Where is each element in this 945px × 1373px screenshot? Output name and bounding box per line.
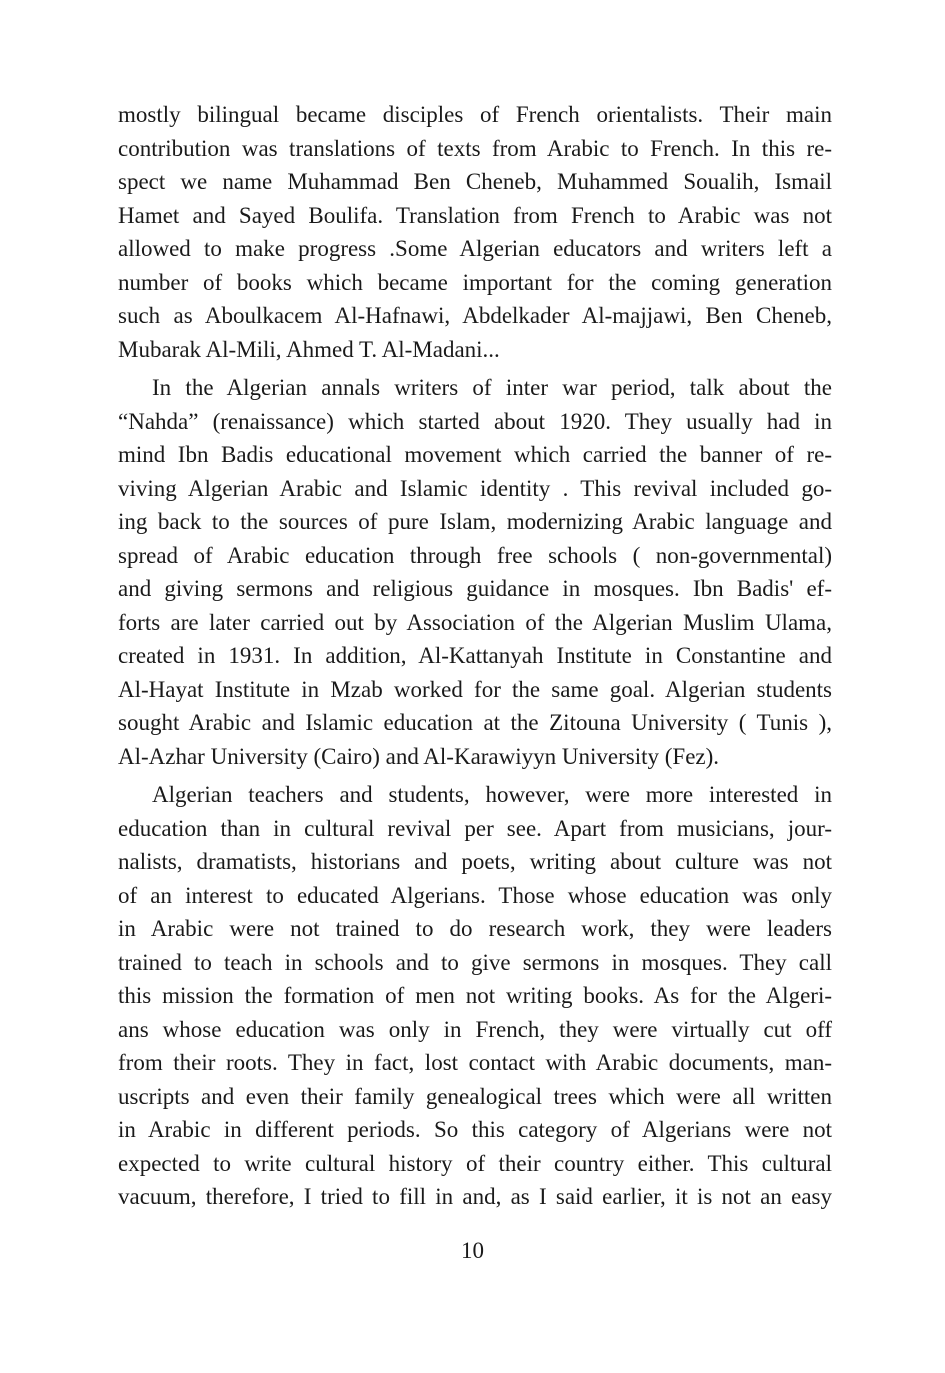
text-line: from their roots. They in fact, lost contact with Arabic documents, man- bbox=[118, 1050, 832, 1075]
text-line: uscripts and even their family genealogical trees which were all written bbox=[118, 1083, 832, 1109]
text-line: Mubarak Al-Mili, Ahmed T. Al-Madani... bbox=[118, 336, 500, 362]
text-line: of an interest to educated Algerians. Those whose education was only bbox=[118, 882, 832, 908]
text-line: contribution was translations of texts from Arabic to French. In this re- bbox=[118, 135, 832, 161]
body-text bbox=[118, 98, 832, 1214]
text-line: In the Algerian annals writers of inter war period, talk about the bbox=[152, 375, 832, 400]
text-line: Al-Azhar University (Cairo) and Al-Karawiyyn University (Fez). bbox=[118, 743, 720, 769]
text-line: forts are later carried out by Association of the Algerian Muslim Ulama, bbox=[118, 609, 832, 635]
text-line: trained to teach in schools and to give sermons in mosques. They call bbox=[118, 949, 832, 975]
text-line: in Arabic were not trained to do research work, they were leaders bbox=[118, 916, 832, 941]
text-line: number of books which became important for the coming generation bbox=[118, 269, 832, 295]
text-line: such as Aboulkacem Al-Hafnawi, Abdelkader Al-majjawi, Ben Cheneb, bbox=[118, 303, 832, 328]
text-line: Al-Hayat Institute in Mzab worked for the same goal. Algerian students bbox=[118, 676, 832, 702]
text-line: created in 1931. In addition, Al-Kattanyah Institute in Constantine and bbox=[118, 643, 832, 668]
paragraph-3 bbox=[118, 778, 832, 1214]
text-line: spect we name Muhammad Ben Cheneb, Muhammed Soualih, Ismail bbox=[118, 169, 832, 194]
text-line: vacuum, therefore, I tried to fill in and, as I said earlier, it is not an easy bbox=[118, 1184, 832, 1209]
text-line: “Nahda” (renaissance) which started about 1920. They usually had in bbox=[118, 408, 832, 434]
text-line: expected to write cultural history of their country either. This cultural bbox=[118, 1150, 832, 1176]
paragraph-2 bbox=[118, 371, 832, 773]
text-line: viving Algerian Arabic and Islamic identity . This revival included go- bbox=[118, 475, 832, 501]
text-line: ing back to the sources of pure Islam, modernizing Arabic language and bbox=[118, 509, 832, 534]
text-line: sought Arabic and Islamic education at the Zitouna University ( Tunis ), bbox=[118, 710, 832, 735]
text-line: spread of Arabic education through free schools ( non-governmental) bbox=[118, 542, 832, 568]
text-line: Algerian teachers and students, however, were more interested in bbox=[152, 782, 832, 807]
text-line: education than in cultural revival per see. Apart from musicians, jour- bbox=[118, 815, 832, 841]
paragraph-1 bbox=[118, 98, 832, 366]
text-line: nalists, dramatists, historians and poets, writing about culture was not bbox=[118, 849, 832, 874]
text-line: mostly bilingual became disciples of French orientalists. Their main bbox=[118, 102, 832, 127]
text-line: ans whose education was only in French, they were virtually cut off bbox=[118, 1016, 832, 1042]
text-line: mind Ibn Badis educational movement which carried the banner of re- bbox=[118, 442, 832, 467]
text-line: allowed to make progress .Some Algerian educators and writers left a bbox=[118, 236, 832, 261]
page-number: 10 bbox=[461, 1238, 484, 1263]
text-line: in Arabic in different periods. So this category of Algerians were not bbox=[118, 1117, 832, 1142]
text-line: and giving sermons and religious guidance in mosques. Ibn Badis' ef- bbox=[118, 576, 832, 601]
text-line: this mission the formation of men not writing books. As for the Algeri- bbox=[118, 983, 832, 1008]
text-line: Hamet and Sayed Boulifa. Translation from French to Arabic was not bbox=[118, 202, 832, 228]
